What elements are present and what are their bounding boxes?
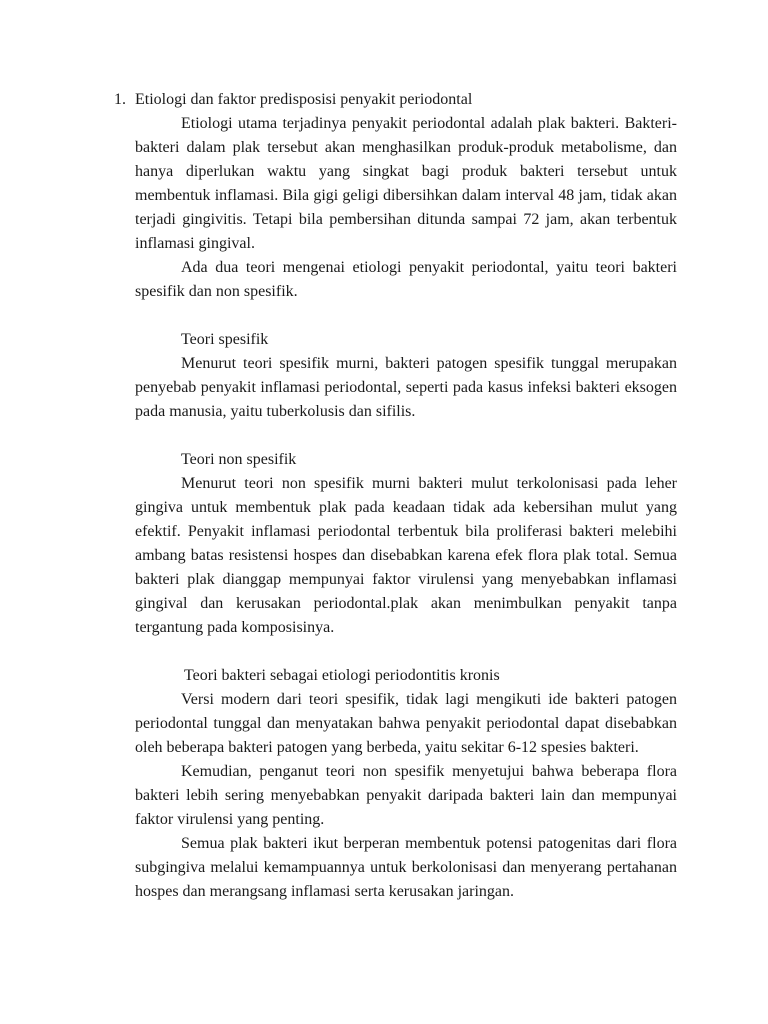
paragraph: Semua plak bakteri ikut berperan membentuk potensi patogenitas dari flora subgingiva melalui kemampuannya untuk berkolonisasi dan menyerang pertahanan hospes dan merangsang inflamasi serta kerusakan jaringan. bbox=[135, 835, 677, 900]
blank-line bbox=[135, 304, 677, 328]
section-title: Etiologi dan faktor predisposisi penyakit periodontal bbox=[135, 91, 473, 108]
blank-line bbox=[135, 424, 677, 448]
section-heading bbox=[114, 88, 677, 112]
subsection-title-teori-bakteri: Teori bakteri sebagai etiologi periodontitis kronis bbox=[184, 667, 500, 684]
subsection-title-teori-spesifik: Teori spesifik bbox=[181, 331, 269, 348]
paragraph: Menurut teori spesifik murni, bakteri patogen spesifik tunggal merupakan penyebab penyakit inflamasi periodontal, seperti pada kasus infeksi bakteri eksogen pada manusia, yaitu tuberkolusis dan sifilis. bbox=[135, 355, 677, 420]
list-number: 1. bbox=[114, 91, 126, 108]
blank-line bbox=[135, 640, 677, 664]
paragraph: Etiologi utama terjadinya penyakit periodontal adalah plak bakteri. Bakteri- bakteri dalam plak tersebut akan menghasilkan produk-produk metabolisme, dan hanya diperlukan waktu yang singkat bagi produk bakteri tersebut untuk membentuk inflamasi. Bila gigi geligi dibersihkan dalam interval 48 jam, tidak akan terjadi gingivitis. Tetapi bila pembersihan ditunda sampai 72 jam, akan terbentuk inflamasi gingival. bbox=[135, 115, 677, 252]
subsection-title-teori-non-spesifik: Teori non spesifik bbox=[181, 451, 297, 468]
document-body bbox=[114, 88, 677, 904]
paragraph: Versi modern dari teori spesifik, tidak lagi mengikuti ide bakteri patogen periodontal tunggal dan menyatakan bahwa penyakit periodontal dapat disebabkan oleh beberapa bakteri patogen yang berbeda, yaitu sekitar 6-12 spesies bakteri. bbox=[135, 691, 677, 756]
paragraph: Ada dua teori mengenai etiologi penyakit periodontal, yaitu teori bakteri spesifik dan non spesifik. bbox=[135, 259, 677, 300]
paragraph: Menurut teori non spesifik murni bakteri mulut terkolonisasi pada leher gingiva untuk membentuk plak pada keadaan tidak ada kebersihan mulut yang efektif. Penyakit inflamasi periodontal terbentuk bila proliferasi bakteri melebihi ambang batas resistensi hospes dan disebabkan karena efek flora plak total. Semua bakteri plak dianggap mempunyai faktor virulensi yang menyebabkan inflamasi gingival dan kerusakan periodontal.plak akan menimbulkan penyakit tanpa tergantung pada komposisinya. bbox=[135, 475, 677, 636]
paragraph: Kemudian, penganut teori non spesifik menyetujui bahwa beberapa flora bakteri lebih sering menyebabkan penyakit daripada bakteri lain dan mempunyai faktor virulensi yang penting. bbox=[135, 763, 677, 828]
